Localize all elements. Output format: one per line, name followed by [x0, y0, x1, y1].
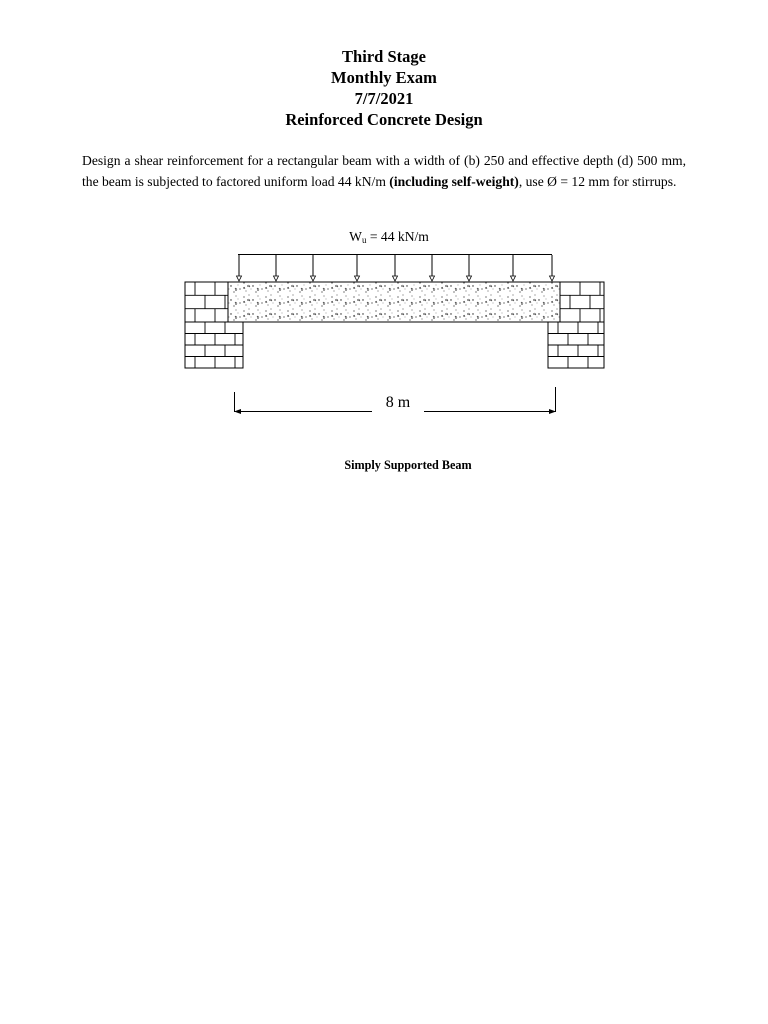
load-arrow — [550, 255, 555, 281]
load-arrow — [430, 255, 435, 281]
load-arrow — [274, 255, 279, 281]
load-arrow — [467, 255, 472, 281]
stage-title: Third Stage — [342, 47, 426, 66]
load-arrow — [237, 255, 242, 281]
exam-type: Monthly Exam — [331, 68, 437, 87]
load-label: $W_u = 44$ kN/m — [349, 229, 429, 245]
load-arrow — [311, 255, 316, 281]
load-arrow — [511, 255, 516, 281]
span-label: 8 m — [372, 393, 424, 413]
load-arrow — [393, 255, 398, 281]
problem-text-1: Design a shear reinforcement for a rectangular beam with a width of (b) 250 and effective depth (d) 500 mm, the beam is subjected to factored uniform load 44 kN/m — [82, 153, 686, 189]
figure-caption: Simply Supported Beam — [344, 458, 472, 472]
course-title: Reinforced Concrete Design — [285, 110, 483, 129]
load-arrow — [355, 255, 360, 281]
problem-text-2: , use Ø = 12 mm for stirrups. — [518, 174, 677, 189]
problem-emphasis: (including self-weight) — [389, 174, 519, 189]
exam-date: 7/7/2021 — [354, 89, 414, 108]
load-arrows — [237, 255, 555, 281]
beam-body — [228, 282, 560, 322]
